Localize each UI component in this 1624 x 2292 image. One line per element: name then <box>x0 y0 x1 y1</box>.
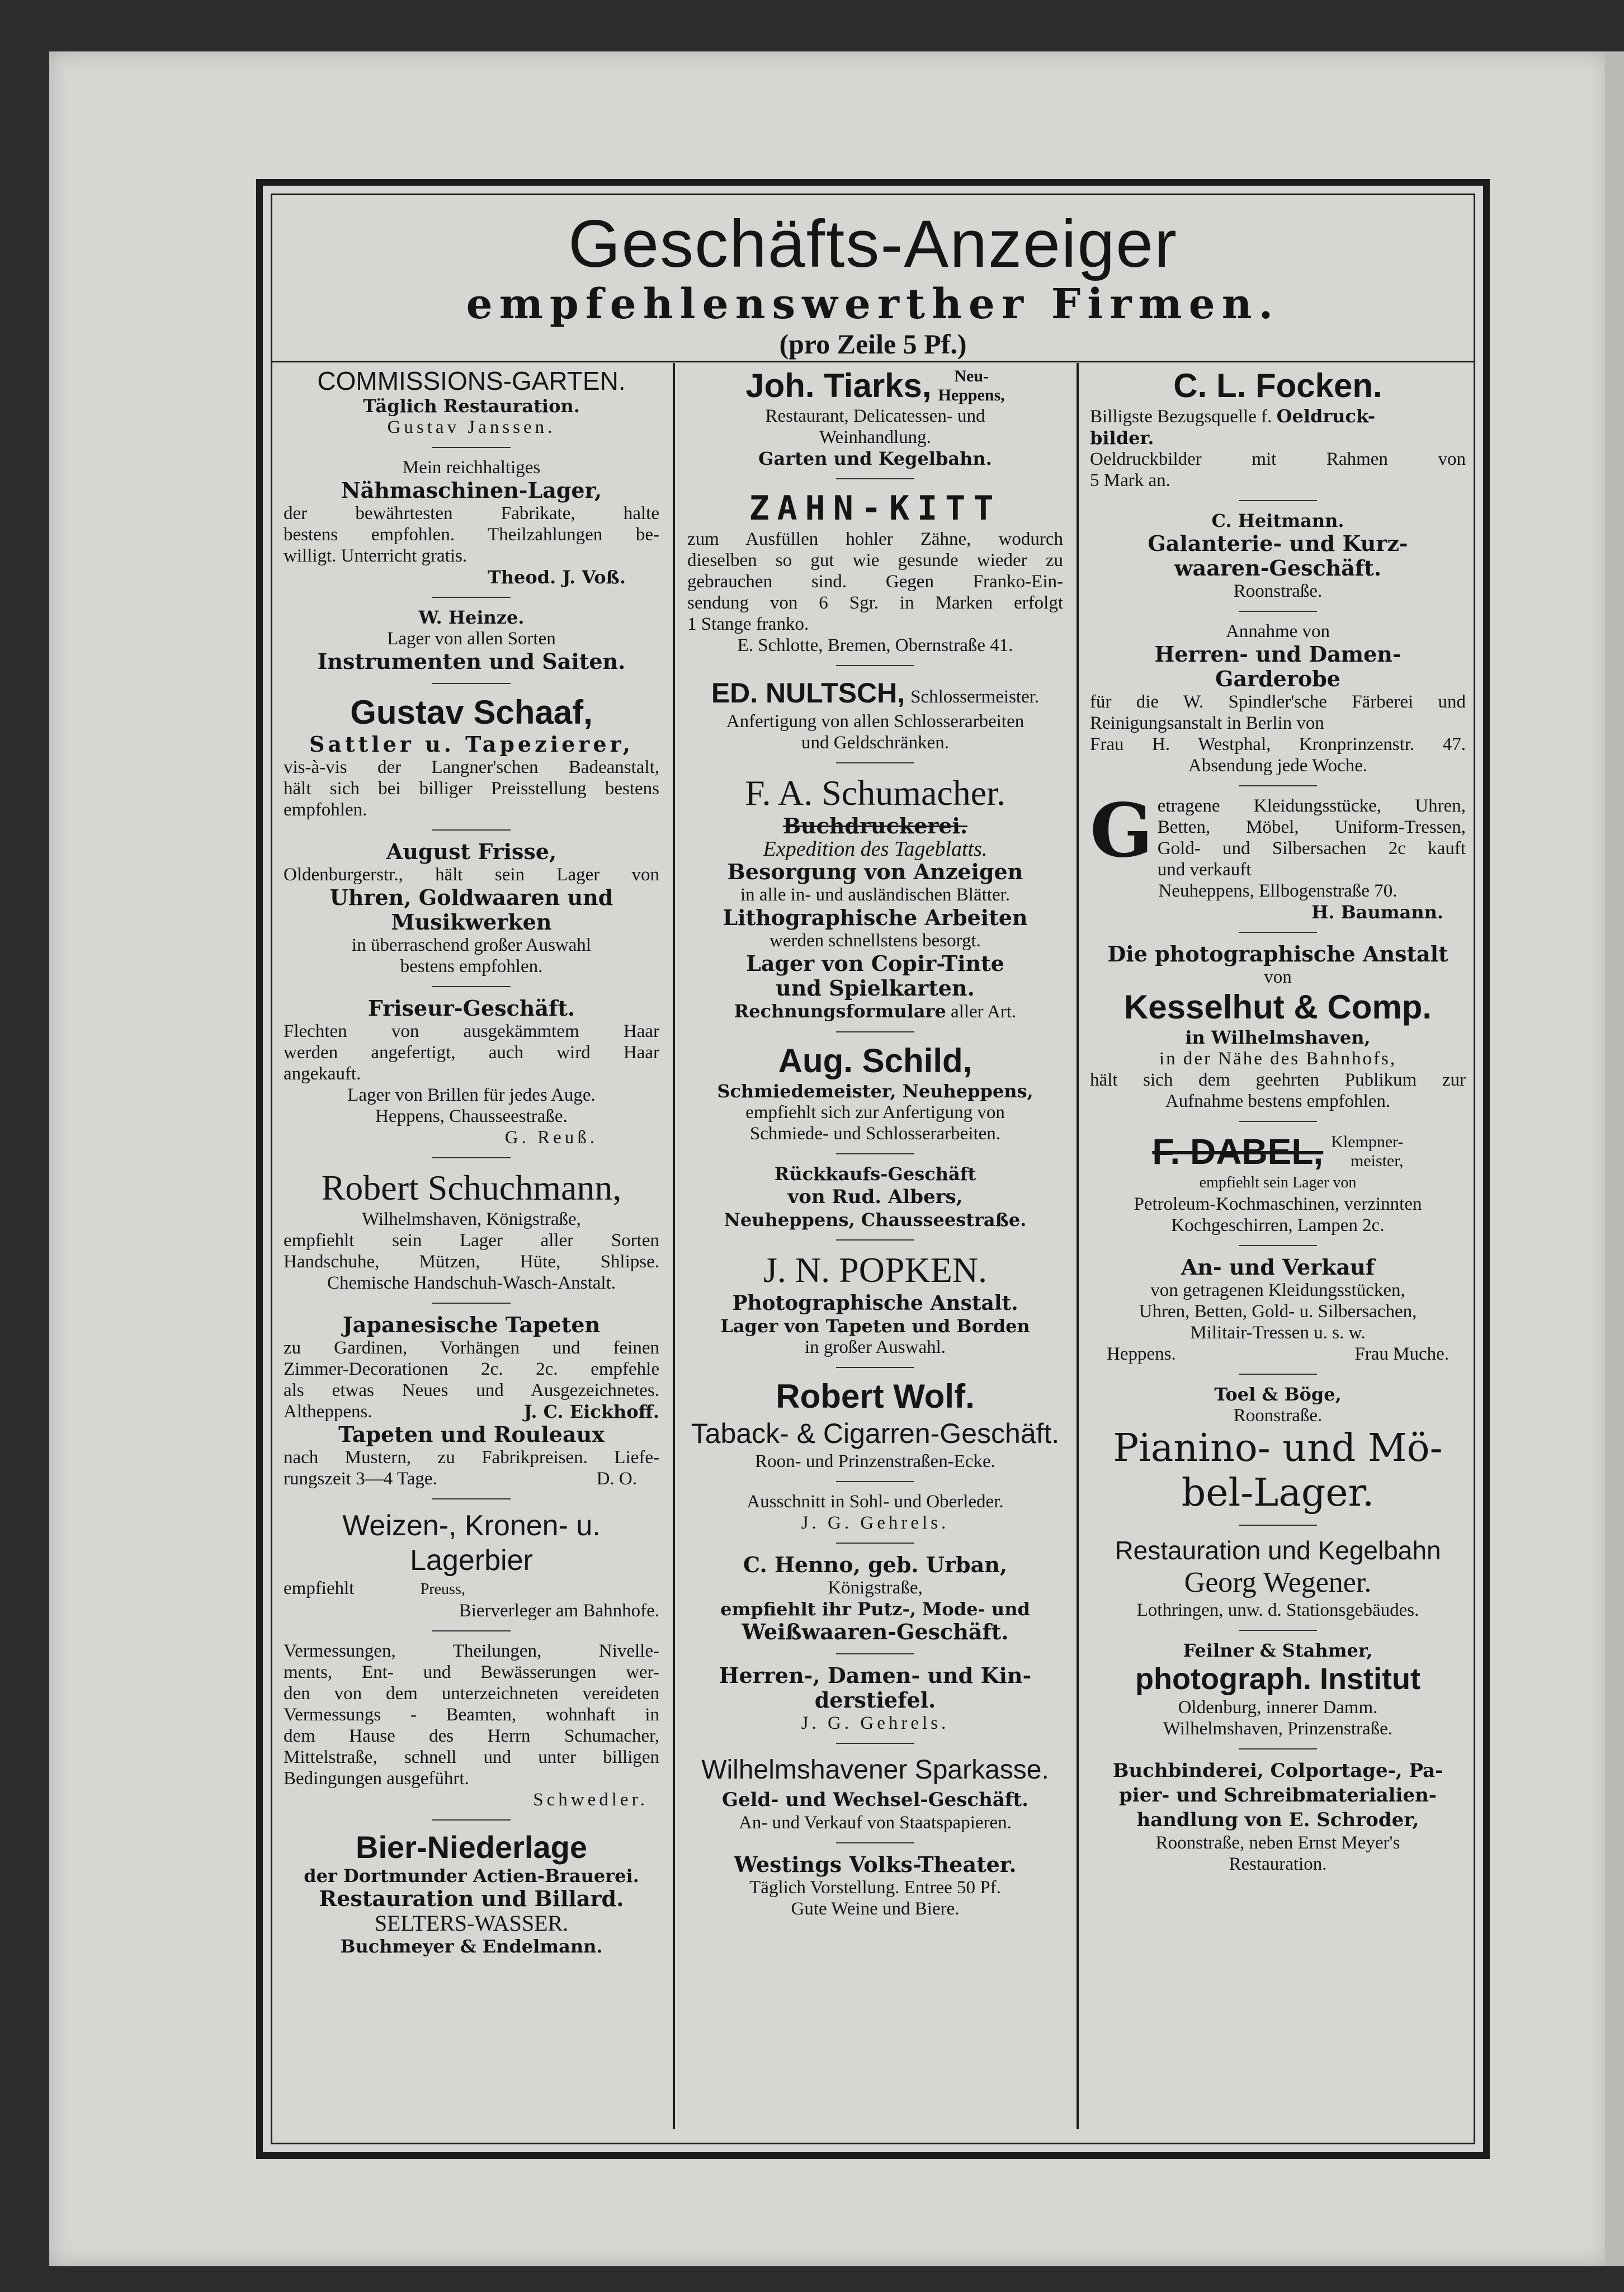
ad-line: Oldenburgerstr., hält sein Lager von <box>284 865 659 885</box>
ad-line: Oldenburg, innerer Damm. <box>1178 1697 1378 1718</box>
ad-side: Schlossermeister. <box>910 687 1040 707</box>
ad-line: Rechnungsformulare <box>734 1001 946 1022</box>
ad-separator <box>432 1157 511 1158</box>
ad-separator <box>836 1031 914 1032</box>
ad-name: Robert Schuchmann, <box>321 1168 622 1208</box>
ad-line: werden schnellstens besorgt. <box>769 931 981 951</box>
ad-line: Uhren, Goldwaaren und <box>329 885 613 910</box>
ad-line: Roonstraße. <box>1233 1406 1323 1426</box>
ad-line: empfiehlt <box>284 1578 355 1598</box>
ad-side-line: Neu- <box>954 367 989 385</box>
ad-name: J. N. POPKEN. <box>763 1250 988 1290</box>
ad-separator <box>1239 1374 1317 1375</box>
ad-name: Weizen-, Kronen- u. Lagerbier <box>342 1510 601 1577</box>
ad-line: Oeldruckbilder mit Rahmen von <box>1090 449 1466 469</box>
ad-line: Mein reichhaltiges <box>402 458 541 478</box>
ad-name: Restauration und Kegelbahn <box>1115 1536 1441 1565</box>
ad-line: E. Schlotte, Bremen, Obernstraße 41. <box>737 635 1013 655</box>
ad-line: hält sich dem geehrten Publikum zur <box>1090 1070 1466 1090</box>
ad-line: gebrauchen sind. Gegen Franko-Ein- <box>687 572 1063 592</box>
ad-line: Anfertigung von allen Schlosserarbeiten <box>726 711 1025 732</box>
ad-name: Robert Wolf. <box>776 1378 975 1415</box>
ad-side <box>938 367 1005 405</box>
ad-line: zum Ausfüllen hohler Zähne, wodurch <box>687 529 1063 549</box>
ad-separator <box>1239 500 1317 501</box>
ad-line: waaren-Geschäft. <box>1174 555 1382 581</box>
ad-line: Zimmer-Decorationen 2c. 2c. empfehle <box>284 1359 659 1379</box>
ad-westphal <box>1090 621 1466 776</box>
ad-name: Toel & Böge, <box>1214 1384 1342 1405</box>
ad-separator <box>1239 1630 1317 1631</box>
ad-heinze <box>284 607 659 674</box>
ad-name: Joh. Tiarks, <box>745 367 932 404</box>
ad-dabel <box>1090 1131 1466 1236</box>
ad-line: pier- und Schreibmaterialien- <box>1119 1784 1437 1807</box>
ad-separator <box>836 1481 914 1482</box>
ad-separator <box>1239 1121 1317 1122</box>
ad-line: Lothringen, unw. d. Stationsgebäudes. <box>1136 1600 1419 1620</box>
ad-signature: J. G. Gehrels. <box>801 1513 950 1533</box>
ad-signature: J. C. Eickhoff. <box>523 1401 659 1422</box>
ad-schild <box>687 1041 1063 1144</box>
ad-signature: H. Baumann. <box>1311 902 1443 923</box>
ad-line: Herren- und Damen- <box>1154 642 1401 667</box>
ad-line: Instrumenten und Saiten. <box>317 649 626 674</box>
ad-line: und verkauft <box>1157 860 1252 880</box>
ad-line: der Dortmunder Actien-Brauerei. <box>304 1865 639 1887</box>
ad-line: von getragenen Kleidungsstücken, <box>1150 1280 1405 1300</box>
ad-frisse <box>284 840 659 977</box>
ad-commissions-garten <box>284 366 659 438</box>
ad-schumacher <box>687 772 1063 1022</box>
ad-schroder <box>1090 1758 1466 1875</box>
ad-name: F. DABEL, <box>1152 1131 1324 1172</box>
ad-line: als etwas Neues und Ausgezeichnetes. <box>284 1380 659 1400</box>
ad-bier-preuss <box>284 1508 659 1621</box>
ad-side-line: Heppens, <box>938 386 1005 404</box>
ad-schwedler <box>284 1640 659 1810</box>
ad-line-row <box>284 1401 659 1422</box>
ad-line-row <box>284 1578 659 1600</box>
ad-separator <box>432 1819 511 1821</box>
advertisement-inner-frame <box>271 194 1475 2144</box>
ad-line: Georg Wegener. <box>1184 1567 1372 1598</box>
ad-gehrels-stiefel <box>687 1663 1063 1734</box>
advertisement-frame <box>256 179 1490 2159</box>
page-title: Geschäfts-Anzeiger <box>568 206 1178 281</box>
column-divider-1 <box>673 363 675 2129</box>
page-edge <box>1605 51 1624 2266</box>
ad-line: Tapeten und Rouleaux <box>338 1422 605 1447</box>
ad-line: empfiehlt ihr Putz-, Mode- und <box>720 1598 1030 1620</box>
ad-line: Gute Weine und Biere. <box>791 1899 960 1919</box>
ad-line: Roonstraße. <box>1233 581 1323 601</box>
ad-separator <box>836 1653 914 1654</box>
ad-line: Galanterie- und Kurz- <box>1148 531 1408 556</box>
ad-line: Wilhelmshaven, Prinzenstraße. <box>1163 1719 1393 1739</box>
ad-line: Betten, Möbel, Uniform-Tressen, <box>1157 817 1466 837</box>
ad-separator <box>836 1153 914 1154</box>
ad-name: Westings Volks-Theater. <box>734 1852 1017 1877</box>
ad-line: Restaurant, Delicatessen- und <box>765 406 985 426</box>
column-divider-2 <box>1077 363 1079 2129</box>
ad-line: Buchbinderei, Colportage-, Pa- <box>1112 1760 1443 1782</box>
ad-line: Garderobe <box>1215 666 1340 691</box>
ad-line: An- und Verkauf von Staatspapieren. <box>739 1813 1012 1833</box>
ad-name: Japanesische Tapeten <box>342 1312 601 1337</box>
ad-separator <box>1239 785 1317 786</box>
ad-line: Täglich Vorstellung. Entree 50 Pf. <box>749 1878 1001 1898</box>
ad-line: Vermessungen, Theilungen, Nivelle- <box>284 1641 659 1661</box>
ad-separator <box>432 1498 511 1499</box>
ad-line: Roon- und Prinzenstraßen-Ecke. <box>755 1451 995 1472</box>
ad-line: photograph. Institut <box>1135 1662 1420 1696</box>
ad-albers <box>687 1163 1063 1230</box>
ad-line: Weinhandlung. <box>819 427 931 447</box>
ad-line: Lager von allen Sorten <box>387 629 556 649</box>
ad-line: etragene Kleidungsstücke, Uhren, <box>1157 796 1466 816</box>
ad-line: handlung von E. Schroder, <box>1136 1809 1419 1831</box>
ad-initial: G <box>1090 787 1153 874</box>
ad-signature: D. O. <box>596 1469 637 1489</box>
ad-line: Absendung jede Woche. <box>1188 756 1368 776</box>
ad-name: C. Heitmann. <box>1211 510 1344 531</box>
ad-line: Billigste Bezugsquelle f. <box>1090 407 1272 427</box>
ad-line: Mittelstraße, schnell und unter billigen <box>284 1747 659 1767</box>
ad-line: Flechten von ausgekämmtem Haar <box>284 1021 659 1041</box>
ad-line: SELTERS-WASSER. <box>374 1911 569 1936</box>
ad-theater <box>687 1852 1063 1920</box>
ad-separator <box>1239 611 1317 612</box>
ad-line: Herren-, Damen- und Kin- <box>719 1663 1032 1688</box>
column-3 <box>1082 366 1474 2129</box>
ad-line: Pianino- und Mö- <box>1113 1426 1443 1470</box>
ad-line: 1 Stange franko. <box>687 614 809 634</box>
ad-name: Gustav Schaaf, <box>350 694 593 731</box>
ad-separator <box>1239 1748 1317 1749</box>
ad-zahnkitt <box>687 488 1063 656</box>
ad-line: dem Hause des Herrn Schumacher, <box>284 1726 659 1746</box>
ad-line: 5 Mark an. <box>1090 470 1170 491</box>
ad-line: nach Mustern, zu Fabrikpreisen. Liefe- <box>284 1447 659 1468</box>
ad-line: für die W. Spindler'sche Färberei und <box>1090 692 1466 712</box>
ad-name: Kesselhut & Comp. <box>1123 988 1432 1026</box>
page-subtitle: empfehlenswerther Firmen. <box>466 280 1280 328</box>
ad-wolf <box>687 1377 1063 1472</box>
ad-line: Gold- und Silbersachen 2c kauft <box>1157 838 1466 859</box>
ad-name: August Frisse, <box>386 839 557 864</box>
ad-separator <box>432 1303 511 1304</box>
ad-separator <box>836 1543 914 1544</box>
ad-separator <box>836 1367 914 1368</box>
ad-name: ZAHN-KITT <box>749 489 1002 528</box>
ad-line: in alle in- und ausländischen Blätter. <box>740 885 1011 905</box>
ad-popken <box>687 1249 1063 1358</box>
ad-tiarks <box>687 366 1063 469</box>
price-note: (pro Zeile 5 Pf.) <box>779 328 967 360</box>
ad-line: Neuheppens, Ellbogenstraße 70. <box>1158 881 1398 901</box>
ad-signature: Theod. J. Voß. <box>487 567 626 588</box>
ad-name-row <box>687 675 1063 711</box>
ad-line: Petroleum-Kochmaschinen, verzinnten <box>1134 1194 1422 1214</box>
ad-separator <box>432 986 511 987</box>
ad-line: Sattler u. Tapezierer, <box>309 732 634 757</box>
header-divider <box>272 361 1474 362</box>
ad-line: aller Art. <box>951 1002 1017 1022</box>
ad-line: bestens empfohlen. <box>400 956 543 977</box>
ad-toel-boege <box>1090 1384 1466 1516</box>
ad-line: Bedingungen ausgeführt. <box>284 1768 469 1789</box>
ad-eickhoff <box>284 1313 659 1489</box>
ad-line: Buchmeyer & Endelmann. <box>340 1936 603 1957</box>
ad-separator <box>1239 932 1317 933</box>
ad-line: bilder. <box>1090 427 1154 449</box>
ad-name: Nähmaschinen-Lager, <box>341 478 602 503</box>
ad-line: Heppens. <box>1107 1344 1176 1364</box>
ad-signature: J. G. Gehrels. <box>801 1713 950 1733</box>
ad-line: Taback- & Cigarren-Geschäft. <box>691 1418 1060 1449</box>
ad-line: Handschuhe, Mützen, Hüte, Shlipse. <box>284 1252 659 1272</box>
column-2 <box>679 366 1071 2129</box>
ad-name: Aug. Schild, <box>778 1042 972 1079</box>
ad-wegener <box>1090 1535 1466 1621</box>
ad-line: Roonstraße, neben Ernst Meyer's <box>1155 1833 1400 1853</box>
ad-line: dieselben so gut wie gesunde wieder zu <box>687 550 1063 570</box>
ad-name: Feilner & Stahmer, <box>1183 1640 1373 1661</box>
ad-separator <box>836 1743 914 1744</box>
ad-name-row <box>687 366 1063 405</box>
ad-line: Kochgeschirren, Lampen 2c. <box>1171 1215 1385 1235</box>
ad-line: willigt. Unterricht gratis. <box>284 546 468 566</box>
ad-bier-niederlage <box>284 1829 659 1957</box>
ad-heitmann <box>1090 510 1466 602</box>
ad-focken <box>1090 366 1466 491</box>
ad-separator <box>432 447 511 448</box>
ad-henno <box>687 1553 1063 1644</box>
ad-name: COMMISSIONS-GARTEN. <box>317 366 626 395</box>
ad-line: und Spielkarten. <box>776 975 975 1001</box>
ad-line-row <box>1090 405 1466 427</box>
ad-line: hält sich bei billiger Preisstellung bestens <box>284 779 659 799</box>
ad-line: derstiefel. <box>814 1687 936 1713</box>
ad-separator <box>1239 1245 1317 1246</box>
ad-separator <box>836 478 914 479</box>
ad-line: Schmiede- und Schlosserarbeiten. <box>749 1124 1001 1144</box>
page-header <box>272 207 1474 360</box>
ad-line: Oeldruck- <box>1276 405 1376 427</box>
ad-side <box>1331 1133 1403 1171</box>
ad-separator <box>432 829 511 831</box>
ad-line: Königstraße, <box>828 1578 923 1598</box>
ad-line: angekauft. <box>284 1064 361 1084</box>
ad-signature: Schwedler. <box>533 1790 648 1810</box>
ad-sparkasse <box>687 1753 1063 1833</box>
ad-line: Weißwaaren-Geschäft. <box>742 1619 1009 1644</box>
ad-name-row <box>1090 1131 1466 1172</box>
ad-line: bel-Lager. <box>1181 1471 1375 1515</box>
ad-line: vis-à-vis der Langner'schen Badeanstalt, <box>284 757 659 777</box>
ad-kesselhut <box>1090 942 1466 1112</box>
ad-name: C. L. Focken. <box>1173 367 1382 404</box>
ad-line: empfohlen. <box>284 800 367 820</box>
ad-line: Annahme von <box>1225 621 1330 642</box>
ad-separator <box>1239 1525 1317 1526</box>
ad-schuchmann <box>284 1167 659 1294</box>
ad-line: zu Gardinen, Vorhängen und feinen <box>284 1338 659 1358</box>
ad-line: Frau H. Westphal, Kronprinzenstr. 47. <box>1090 734 1466 754</box>
ad-side-line: meister, <box>1350 1152 1404 1170</box>
ad-line: von <box>1264 967 1292 987</box>
ad-line: Heppens, Chausseestraße. <box>375 1106 568 1126</box>
ad-line: Lithographische Arbeiten <box>723 905 1028 930</box>
ad-line: empfiehlt sein Lager aller Sorten <box>284 1230 659 1251</box>
ad-line: Preuss, <box>420 1581 465 1598</box>
ad-line: in großer Auswahl. <box>804 1337 946 1357</box>
ad-line: Bierverleger am Bahnhofe. <box>459 1601 659 1621</box>
ad-name: Wilhelmshavener Sparkasse. <box>701 1755 1049 1785</box>
ad-name: C. Henno, geb. Urban, <box>743 1552 1008 1577</box>
ad-nultsch <box>687 675 1063 753</box>
ad-line: Altheppens. <box>284 1402 372 1422</box>
ad-owner: Gustav Janssen. <box>387 417 556 437</box>
ad-line: Geld- und Wechsel-Geschäft. <box>721 1789 1029 1811</box>
ad-line: Restauration und Billard. <box>319 1886 624 1911</box>
ad-line: Garten und Kegelbahn. <box>758 448 992 469</box>
ad-line: Vermessungs - Beamten, wohnhaft in <box>284 1705 659 1725</box>
ad-name: F. A. Schumacher. <box>745 773 1005 813</box>
ad-line: Lager von Copir-Tinte <box>746 951 1004 976</box>
ad-line: Die photographische Anstalt <box>1107 941 1448 966</box>
ad-line: Besorgung von Anzeigen <box>727 859 1023 884</box>
ad-line: ments, Ent- und Bewässerungen wer- <box>284 1662 659 1682</box>
ad-line-row <box>1090 1343 1466 1365</box>
ad-line: empfiehlt sein Lager von <box>1199 1174 1357 1191</box>
ad-name: Bier-Niederlage <box>356 1829 587 1865</box>
ad-side-line: Klempner- <box>1331 1133 1404 1151</box>
ad-name: ED. NULTSCH, <box>711 677 905 709</box>
ad-name: An- und Verkauf <box>1181 1255 1375 1280</box>
ad-line: Neuheppens, Chausseestraße. <box>724 1209 1027 1230</box>
ad-line: rungszeit 3—4 Tage. <box>284 1469 437 1489</box>
ad-line: und Geldschränken. <box>801 733 949 753</box>
ad-line: Militair-Tressen u. s. w. <box>1190 1323 1366 1343</box>
ad-line: empfiehlt sich zur Anfertigung von <box>745 1102 1005 1123</box>
ad-separator <box>432 1630 511 1631</box>
ad-line: Buchdruckerei. <box>782 813 968 838</box>
ad-separator <box>432 683 511 684</box>
ad-line: Uhren, Betten, Gold- u. Silbersachen, <box>1139 1301 1417 1322</box>
ad-line: Lager von Tapeten und Borden <box>720 1315 1030 1337</box>
ad-line: Restauration. <box>1229 1854 1327 1874</box>
ad-line: Aufnahme bestens empfohlen. <box>1165 1091 1391 1111</box>
ad-line: bestens empfohlen. Theilzahlungen be- <box>284 525 659 545</box>
ad-muche <box>1090 1255 1466 1365</box>
ad-line: Wilhelmshaven, Königstraße, <box>362 1209 581 1229</box>
column-1 <box>276 366 667 2129</box>
ad-reusz <box>284 996 659 1148</box>
ad-line: Lager von Brillen für jedes Auge. <box>347 1085 596 1105</box>
ad-line: Musikwerken <box>391 909 552 935</box>
ad-schaaf <box>284 693 659 820</box>
ad-separator <box>432 597 511 598</box>
ad-line: Reinigungsanstalt in Berlin von <box>1090 713 1324 733</box>
ad-feilner-stahmer <box>1090 1640 1466 1739</box>
ad-name: W. Heinze. <box>418 607 525 628</box>
ad-separator <box>836 1842 914 1843</box>
ad-line: sendung von 6 Sgr. in Marken erfolgt <box>687 593 1063 613</box>
ad-name: Rückkaufs-Geschäft <box>774 1163 976 1185</box>
ad-signature: Frau Muche. <box>1354 1344 1449 1364</box>
ad-line: in der Nähe des Bahnhofs, <box>1159 1049 1397 1069</box>
ad-baumann <box>1090 787 1466 923</box>
ad-separator <box>836 1239 914 1241</box>
ad-name: Friseur-Geschäft. <box>367 996 575 1021</box>
ad-separator <box>836 665 914 666</box>
ad-line: der bewährtesten Fabrikate, halte <box>284 503 659 524</box>
ad-line: Chemische Handschuh-Wasch-Anstalt. <box>327 1273 616 1293</box>
ad-gehrels-leder <box>687 1491 1063 1534</box>
ad-line: werden angefertigt, auch wird Haar <box>284 1043 659 1063</box>
ad-line: von Rud. Albers, <box>787 1186 963 1208</box>
ad-line: Schmiedemeister, Neuheppens, <box>717 1081 1033 1102</box>
ad-vosz <box>284 457 659 588</box>
ad-separator <box>836 762 914 763</box>
ad-line: in Wilhelmshaven, <box>1185 1027 1371 1048</box>
ad-line-row <box>284 1468 659 1489</box>
ad-line-row <box>687 1001 1063 1022</box>
ad-line: Ausschnitt in Sohl- und Oberleder. <box>747 1492 1004 1512</box>
ad-line: den von dem unterzeichneten vereideten <box>284 1683 659 1704</box>
ad-line: Täglich Restauration. <box>363 395 580 417</box>
ad-signature: G. Reuß. <box>504 1128 598 1148</box>
ad-line: Expedition des Tageblatts. <box>763 837 988 861</box>
ad-line: in überraschend großer Auswahl <box>352 935 591 955</box>
ad-line: Photographische Anstalt. <box>732 1291 1018 1315</box>
